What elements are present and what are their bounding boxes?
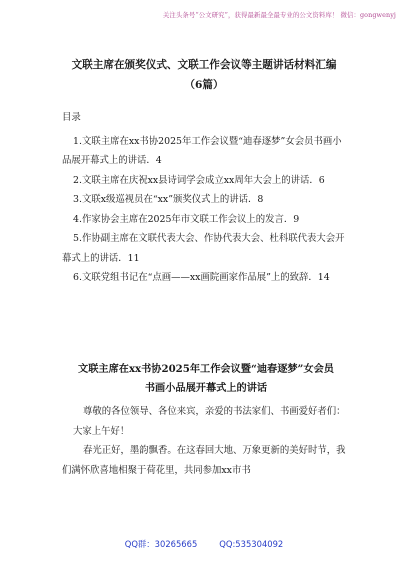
toc-heading: 目录 [62, 112, 81, 123]
toc-item[interactable]: 1.文联主席在xx书协2025年工作会议暨“迪春逐梦”女会员书画小品展开幕式上的讲话．4 [62, 135, 342, 166]
greeting-paragraph: 大家上午好！ [73, 425, 130, 437]
salutation-paragraph: 尊敬的各位领导、各位来宾，亲爱的书法家们、书画爱好者们： [83, 406, 346, 417]
toc-item[interactable]: 2.文联主席在庆祝xx县诗词学会成立xx周年大会上的讲话．6 [73, 174, 325, 186]
section-title [62, 360, 350, 398]
speech-body [62, 402, 350, 480]
section-title-line-2: 书画小品展开幕式上的讲话 [144, 382, 268, 394]
header-promo-note: 关注头条号“公文研究”，获得最新最全最专业的公文资料库！ 微信：gongwenyj [162, 11, 396, 19]
document-title-line-1: 文联主席在颁奖仪式、文联工作会议等主题讲话材料汇编 [71, 59, 337, 71]
footer-qq-group: QQ群：30265665 [124, 539, 198, 549]
section-title-line-1: 文联主席在xx书协2025年工作会议暨“迪春逐梦”女会员 [78, 363, 334, 375]
table-of-contents [62, 108, 348, 288]
toc-item[interactable]: 6.文联党组书记在“点画——xx画院画家作品展”上的致辞．14 [73, 272, 330, 283]
footer-contact [0, 538, 408, 550]
document-title [40, 55, 368, 95]
footer-qq-contact: QQ:535304092 [219, 539, 284, 549]
toc-item[interactable]: 3.文联x级巡视员在“xx”颁奖仪式上的讲话．8 [73, 194, 264, 205]
document-title-line-2: （6篇） [184, 79, 224, 91]
toc-item[interactable]: 5.作协副主席在文联代表大会、作协代表大会、杜科联代表大会开幕式上的讲话．11 [62, 233, 345, 264]
body-paragraph: 春光正好，墨韵飘香。在这春回大地、万象更新的美好时节，我们满怀欣喜地相聚于荷花里，共同参加xx市书 [62, 445, 346, 476]
toc-item[interactable]: 4.作家协会主席在2025年市文联工作会议上的发言．9 [73, 213, 300, 225]
